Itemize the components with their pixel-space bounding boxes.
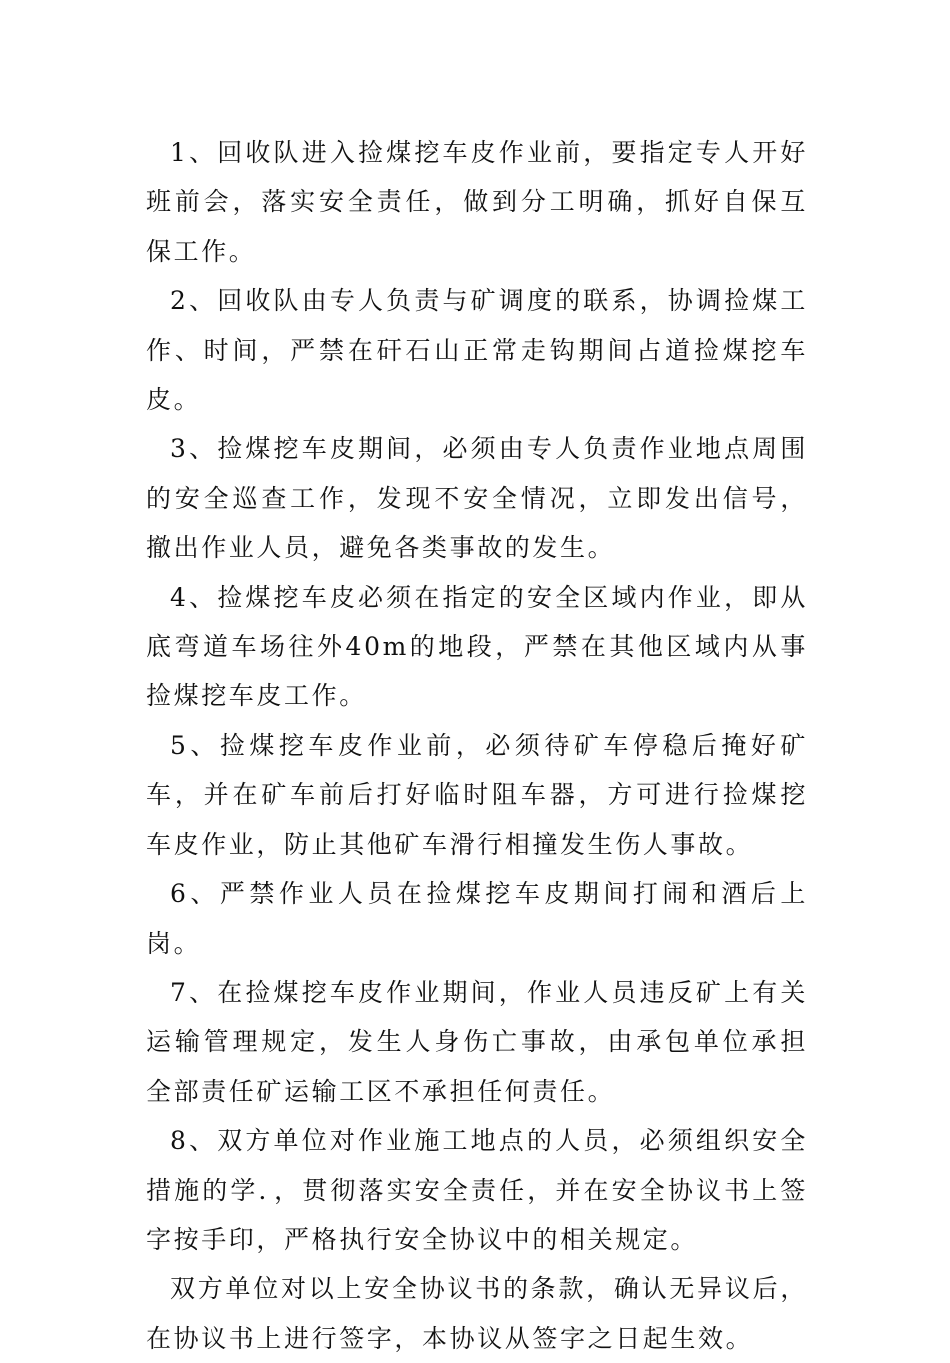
clause-3: 3、捡煤挖车皮期间，必须由专人负责作业地点周围的安全巡查工作，发现不安全情况，立即发出信号，撤出作业人员，避免各类事故的发生。 bbox=[146, 434, 808, 563]
clause-4: 4、捡煤挖车皮必须在指定的安全区域内作业，即从底弯道车场往外40m的地段，严禁在其他区域内从事捡煤挖车皮工作。 bbox=[146, 582, 808, 711]
closing-paragraph: 双方单位对以上安全协议书的条款，确认无异议后，在协议书上进行签字，本协议从签字之日起生效。 bbox=[146, 1274, 808, 1353]
clause-7: 7、在捡煤挖车皮作业期间，作业人员违反矿上有关运输管理规定，发生人身伤亡事故，由承包单位承担全部责任矿运输工区不承担任何责任。 bbox=[146, 977, 808, 1106]
document-body bbox=[146, 128, 808, 1363]
clause-8: 8、双方单位对作业施工地点的人员，必须组织安全措施的学．，贯彻落实安全责任，并在安全协议书上签字按手印，严格执行安全协议中的相关规定。 bbox=[146, 1126, 808, 1254]
clause-6: 6、严禁作业人员在捡煤挖车皮期间打闹和酒后上岗。 bbox=[146, 879, 808, 958]
clause-2: 2、回收队由专人负责与矿调度的联系，协调捡煤工作、时间，严禁在矸石山正常走钩期间占道捡煤挖车皮。 bbox=[146, 286, 808, 415]
clause-5: 5、捡煤挖车皮作业前，必须待矿车停稳后掩好矿车，并在矿车前后打好临时阻车器，方可进行捡煤挖车皮作业，防止其他矿车滑行相撞发生伤人事故。 bbox=[146, 730, 808, 859]
clause-1: 1、回收队进入捡煤挖车皮作业前，要指定专人开好班前会，落实安全责任，做到分工明确，抓好自保互保工作。 bbox=[146, 138, 808, 266]
